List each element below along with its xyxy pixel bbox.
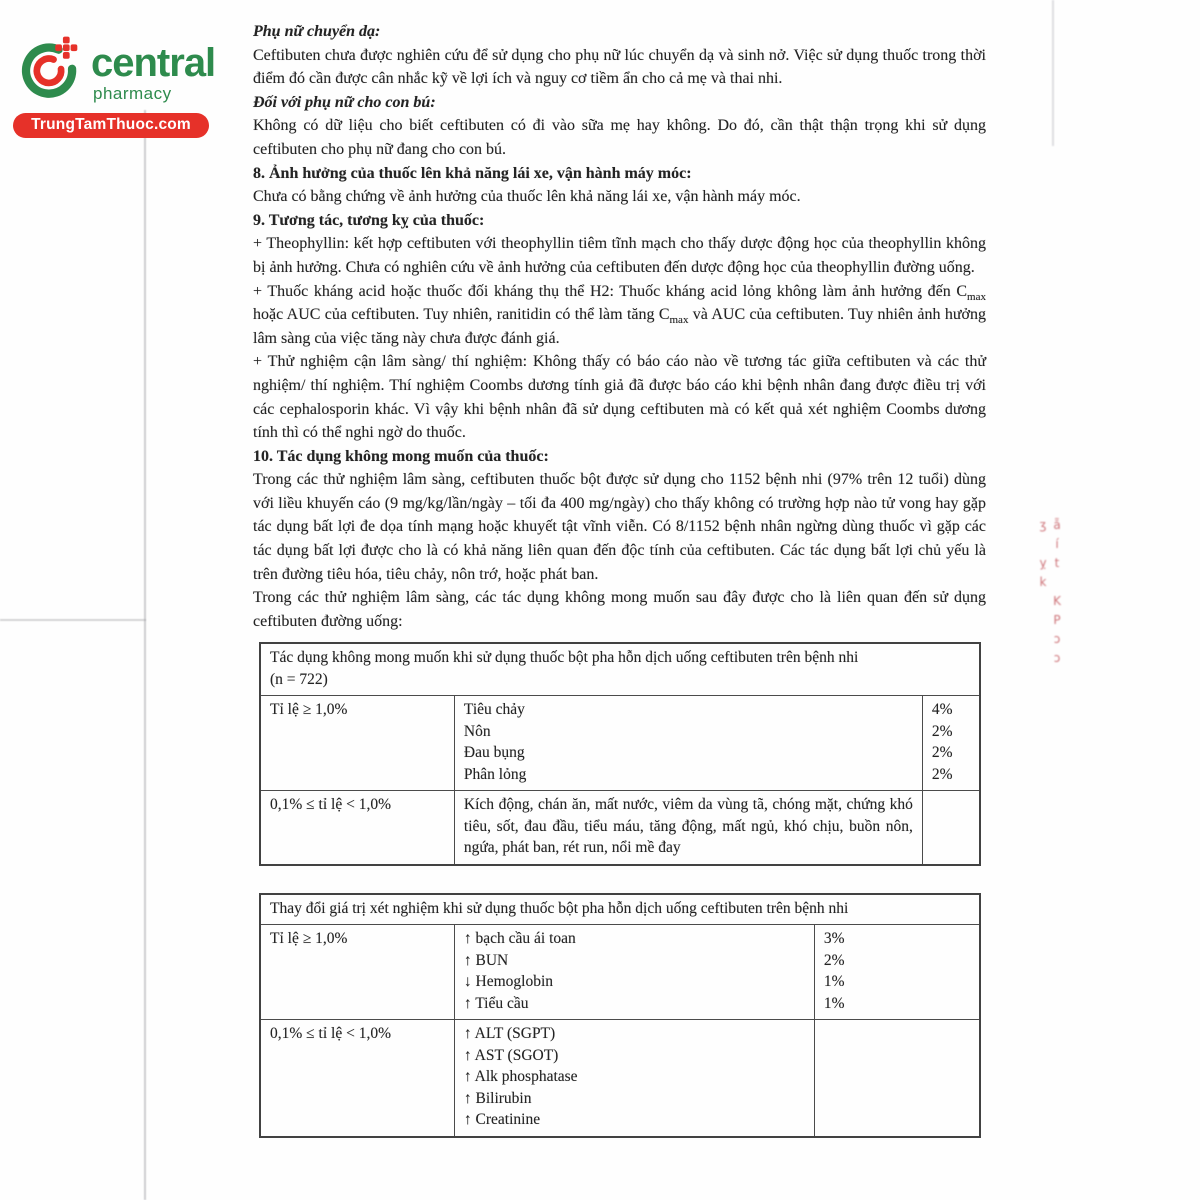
table2-rowA-rates <box>814 925 980 1020</box>
page-edge-line-right <box>1052 0 1054 146</box>
table2-caption: Thay đổi giá trị xét nghiệm khi sử dụng thuốc bột pha hỗn dịch uống ceftibuten trên bệnh nhi <box>260 894 980 925</box>
antacid-text-part: hoặc AUC của ceftibuten. Tuy nhiên, ranitidin có thể làm tăng C <box>253 306 670 324</box>
cmax-subscript: max <box>669 314 689 327</box>
rate-value: 1% <box>823 994 845 1012</box>
rate-value: 2% <box>931 722 953 740</box>
central-pharmacy-logo-icon <box>17 30 81 100</box>
table2-rowA-tests <box>454 925 814 1020</box>
lab-test-item: ↑ ALT (SGPT) <box>463 1025 556 1043</box>
table2-rowB-rates <box>814 1020 980 1137</box>
table2-rowA-label: Tỉ lệ ≥ 1,0% <box>260 925 454 1020</box>
logo-subtitle-text: pharmacy <box>93 84 172 103</box>
effect-item: Nôn <box>463 722 491 740</box>
rate-value: 3% <box>823 930 845 948</box>
logo-brand-text: central <box>91 41 216 85</box>
table1-rowA-effects <box>454 696 922 791</box>
lab-value-changes-table <box>259 893 981 1138</box>
lab-test-item: ↑ Tiểu cầu <box>463 994 529 1012</box>
heading-labor: Phụ nữ chuyển dạ: <box>253 23 381 40</box>
effect-item: Phân lỏng <box>463 765 527 783</box>
heading-section-10: 10. Tác dụng không mong muốn của thuốc: <box>253 447 549 465</box>
rate-value: 2% <box>823 951 845 969</box>
lab-test-item: ↑ Bilirubin <box>463 1089 532 1107</box>
table-row <box>260 925 980 1020</box>
red-bleedthrough-text: ẵít KPɔɔ ʒ ỵk <box>1036 518 1064 670</box>
table-row <box>260 894 980 925</box>
lab-test-item: ↑ Creatinine <box>463 1111 541 1129</box>
paragraph-section-10: Trong các thử nghiệm lâm sàng, ceftibuten thuốc bột được sử dụng cho 1152 bệnh nhi (97% trên 12 tuổi) dùng với liều khuyến cáo (9 mg/kg/lần/ngày – tối đa 400 mg/ngày) cho thấy không có trường hợp nào tử vong hay gặp tác dụng bất lợi đe dọa tính mạng hoặc khuyết tật vĩnh viễn. Có 8/1152 bệnh nhân ngừng dùng thuốc vì gặp các tác dụng bất lợi được cho là có khả năng liên quan đến độc tính của ceftibuten. Các tác dụng bất lợi chủ yếu là trên đường tiêu hóa, tiêu chảy, nôn trớ, hoặc phát ban. <box>253 471 986 583</box>
central-pharmacy-logo <box>13 30 223 138</box>
paragraph-theophyllin: + Theophyllin: kết hợp ceftibuten với theophyllin tiêm tĩnh mạch cho thấy dược động học của theophyllin không bị ảnh hưởng. Chưa có nghiên cứu về ảnh hưởng của ceftibuten đến dược động học của theophyllin đường uống. <box>253 235 986 276</box>
logo-website-banner: TrungTamThuoc.com <box>13 113 209 138</box>
paragraph-antacid <box>253 280 986 351</box>
page-fold-line-horizontal <box>0 619 146 621</box>
paragraph-section-8: Chưa có bằng chứng về ảnh hưởng của thuốc lên khả năng lái xe, vận hành máy móc. <box>253 188 801 206</box>
table1-rowB-rates <box>922 791 980 865</box>
heading-section-9: 9. Tương tác, tương kỵ của thuốc: <box>253 211 485 229</box>
lab-test-item: ↑ AST (SGOT) <box>463 1046 559 1064</box>
document-body <box>253 20 986 1138</box>
table1-caption <box>260 643 980 696</box>
lab-test-item: ↑ Alk phosphatase <box>463 1068 578 1086</box>
paragraph-lab-tests: + Thử nghiệm cận lâm sàng/ thí nghiệm: Không thấy có báo cáo nào về tương tác giữa ceftibuten và các thử nghiệm/ thí nghiệm. Thí nghiệm Coombs dương tính giả đã được báo cáo khi bệnh nhân đang được điều trị với các cephalosporin khác. Vì vậy khi bệnh nhân đã sử dụng ceftibuten mà có kết quả xét nghiệm Coombs dương tính thì có thể nghi ngờ do thuốc. <box>253 353 986 442</box>
lab-test-item: ↑ bạch cầu ái toan <box>463 930 576 948</box>
table-row <box>260 696 980 791</box>
table1-rowA-label: Tỉ lệ ≥ 1,0% <box>260 696 454 791</box>
rate-value: 2% <box>931 744 953 762</box>
page-fold-line-left <box>144 110 146 1200</box>
table-row <box>260 1020 980 1137</box>
heading-nursing: Đối với phụ nữ cho con bú: <box>253 93 436 111</box>
table-row <box>260 791 980 865</box>
table2-rowB-tests <box>454 1020 814 1137</box>
adverse-effects-table <box>259 642 981 866</box>
rate-value: 2% <box>931 765 953 783</box>
heading-section-8: 8. Ảnh hưởng của thuốc lên khả năng lái xe, vận hành máy móc: <box>253 164 692 182</box>
paragraph-tables-intro: Trong các thử nghiệm lâm sàng, các tác dụng không mong muốn sau đây được cho là liên quan đến sử dụng ceftibuten đường uống: <box>253 589 986 630</box>
rate-value: 4% <box>931 701 953 719</box>
effect-item: Tiêu chảy <box>463 701 525 719</box>
antacid-text-part: và AUC của ceftibuten. Tuy nhiên ảnh hưởng lâm sàng của việc tăng này chưa được đánh giá. <box>253 306 987 347</box>
table-row <box>260 643 980 696</box>
antacid-text-part: + Thuốc kháng acid hoặc thuốc đối kháng thụ thể H2: Thuốc kháng acid lỏng không làm ảnh hưởng đến C <box>253 282 968 300</box>
table1-rowB-effects: Kích động, chán ăn, mất nước, viêm da vùng tã, chóng mặt, chứng khó tiêu, sốt, đau đầu, tiểu máu, tăng động, mất ngủ, khó chịu, buồn nôn, ngứa, phát ban, rét run, nổi mề đay <box>454 791 922 865</box>
table1-rowB-label: 0,1% ≤ tỉ lệ < 1,0% <box>260 791 454 865</box>
rate-value: 1% <box>823 973 845 991</box>
paragraph-labor: Ceftibuten chưa được nghiên cứu để sử dụng cho phụ nữ lúc chuyển dạ và sinh nở. Việc sử dụng thuốc trong thời điểm đó cần được cân nhắc kỹ về lợi ích và nguy cơ tiềm ẩn cho cả mẹ và thai nhi. <box>253 46 986 88</box>
table2-rowB-label: 0,1% ≤ tỉ lệ < 1,0% <box>260 1020 454 1137</box>
paragraph-nursing: Không có dữ liệu cho biết ceftibuten có đi vào sữa mẹ hay không. Do đó, cần thật thận trọng khi sử dụng ceftibuten cho phụ nữ đang cho con bú. <box>253 117 986 158</box>
table1-caption-line1: Tác dụng không mong muốn khi sử dụng thuốc bột pha hỗn dịch uống ceftibuten trên bệnh nhi <box>270 649 859 667</box>
cmax-subscript: max <box>967 290 986 303</box>
table1-rowA-rates <box>922 696 980 791</box>
effect-item: Đau bụng <box>463 744 525 762</box>
table1-caption-line2: (n = 722) <box>270 670 328 688</box>
lab-test-item: ↑ BUN <box>463 951 509 969</box>
lab-test-item: ↓ Hemoglobin <box>463 973 554 991</box>
